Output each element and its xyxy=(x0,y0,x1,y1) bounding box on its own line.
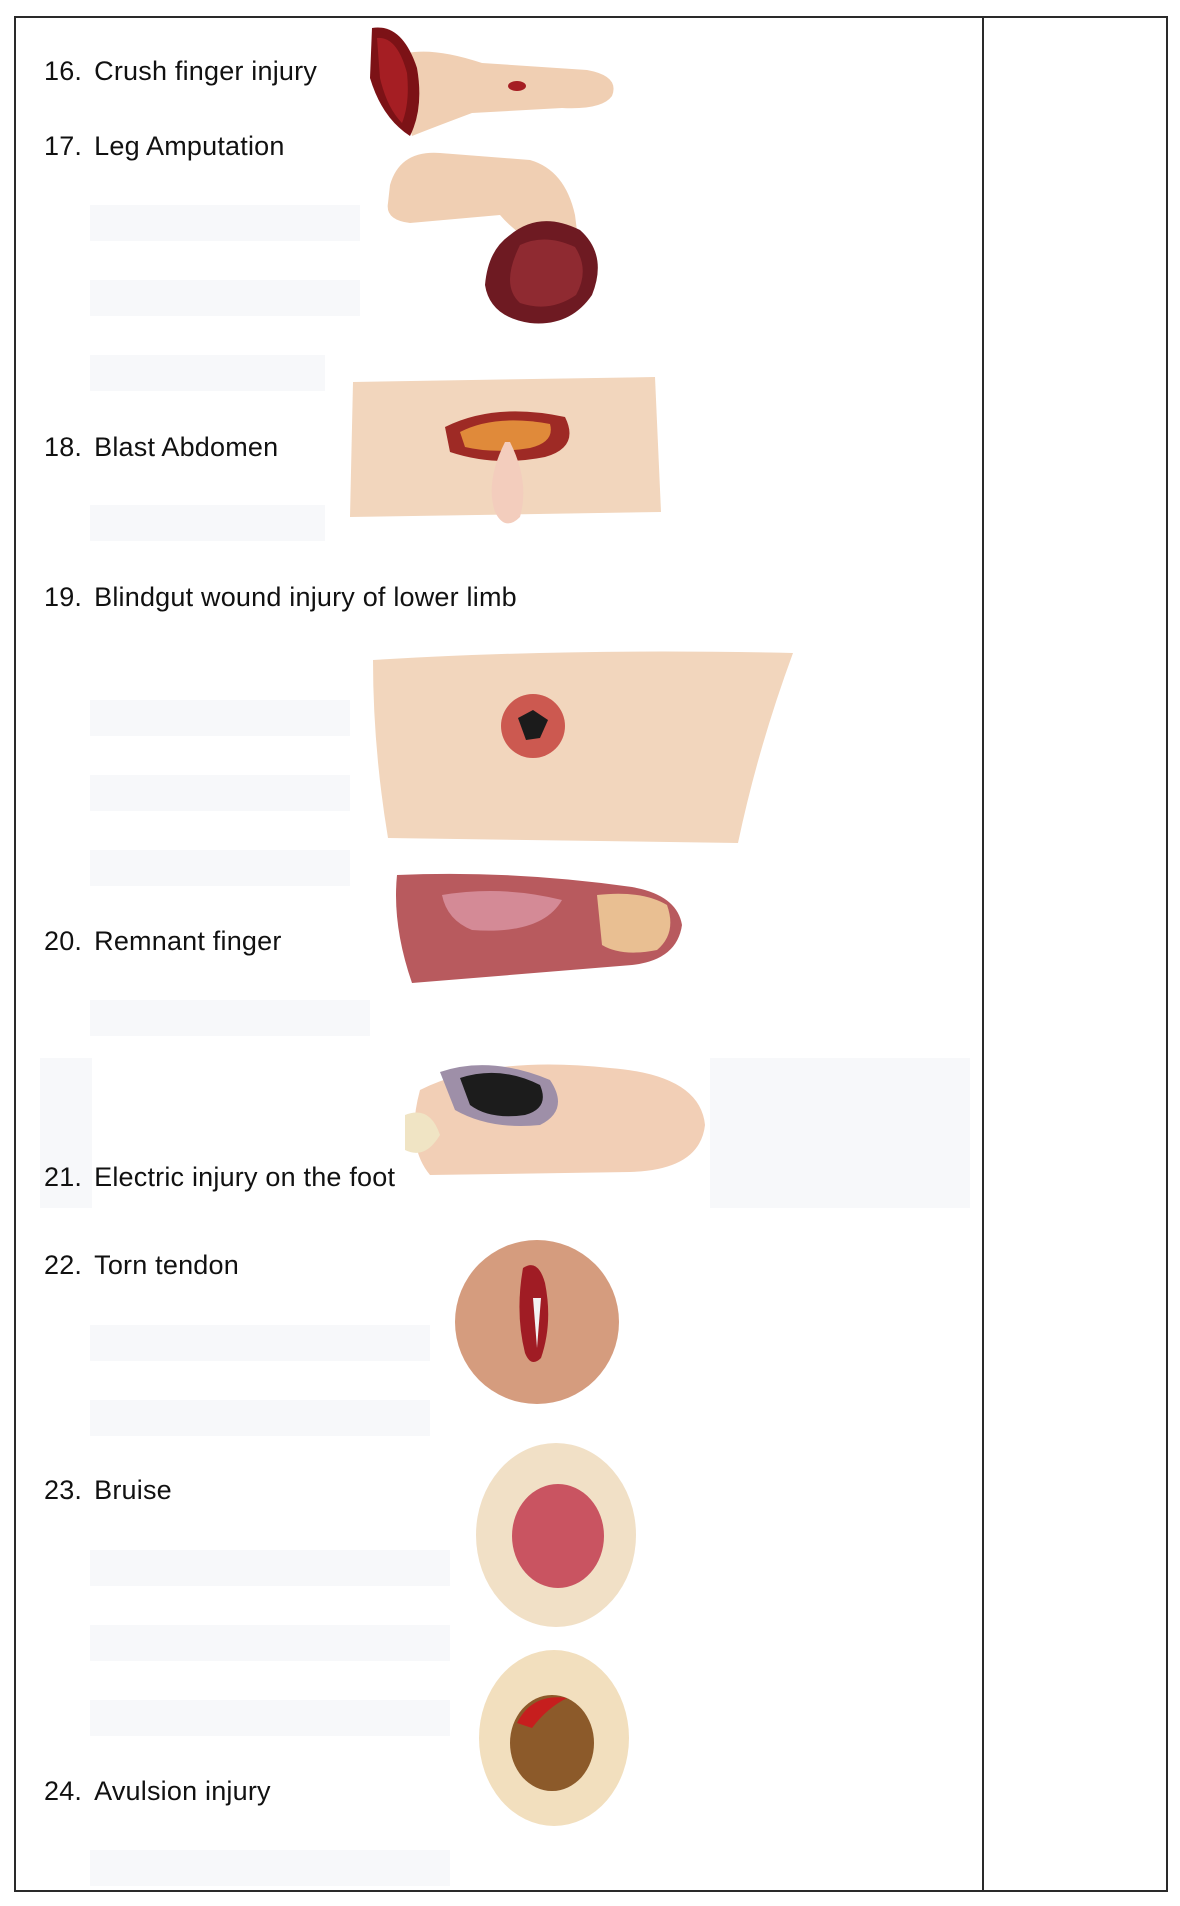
item-21-label: 21. Electric injury on the foot xyxy=(44,1162,396,1192)
avulsion-image xyxy=(477,1648,632,1828)
column-divider xyxy=(982,16,984,1892)
crush-finger-image xyxy=(362,18,622,143)
item-22-label: 22. Torn tendon xyxy=(44,1250,239,1280)
blindgut-wound-image xyxy=(368,648,798,848)
item-17-label: 17. Leg Amputation xyxy=(44,131,285,161)
bruise-image xyxy=(472,1440,640,1630)
electric-injury-image xyxy=(400,1050,710,1185)
torn-tendon-image xyxy=(453,1238,621,1406)
item-18-label: 18. Blast Abdomen xyxy=(44,432,279,462)
item-24-label: 24. Avulsion injury xyxy=(44,1776,271,1806)
item-16-label: 16. Crush finger injury xyxy=(44,56,318,86)
remnant-finger-image xyxy=(392,865,692,990)
item-20-label: 20. Remnant finger xyxy=(44,926,282,956)
leg-amputation-image xyxy=(380,145,620,330)
blast-abdomen-image xyxy=(345,372,665,532)
item-19-label: 19. Blindgut wound injury of lower limb xyxy=(44,582,517,612)
item-23-label: 23. Bruise xyxy=(44,1475,172,1505)
